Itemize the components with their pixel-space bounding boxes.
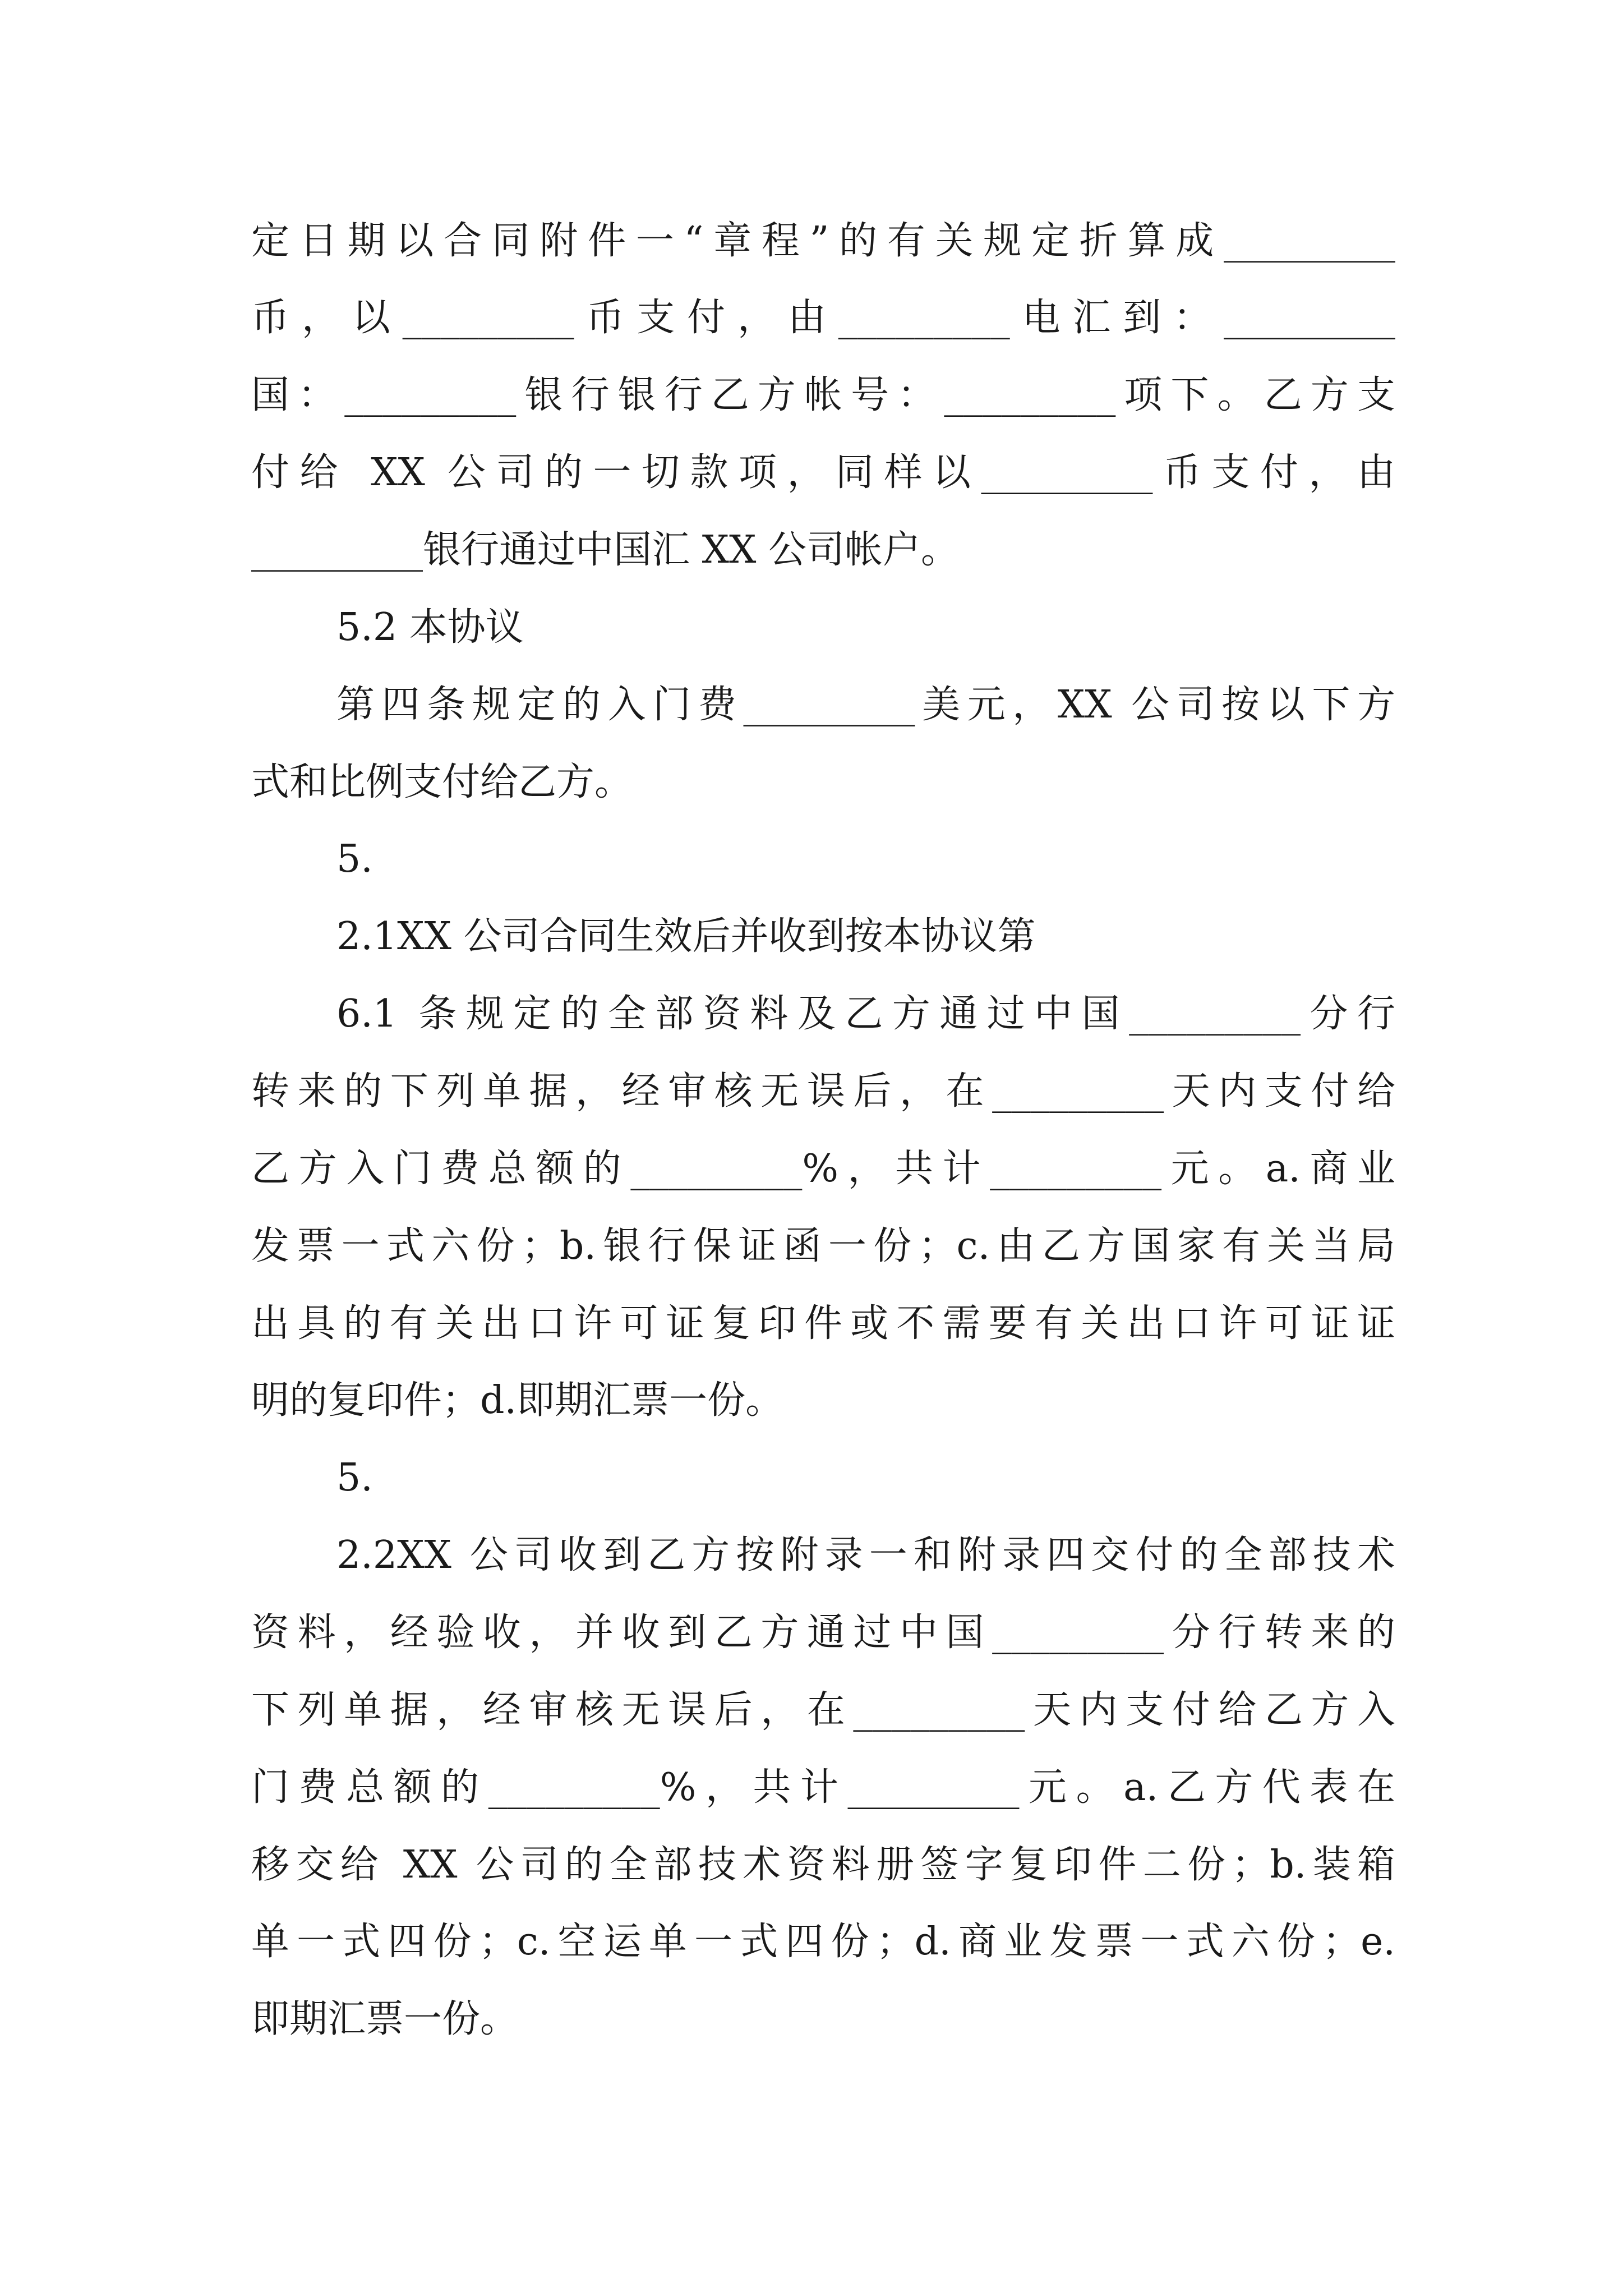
text-line: 6.1 条规定的全部资料及乙方通过中国_________分行 xyxy=(336,992,1395,1036)
text-line: 单一式四份；c.空运单一式四份；d.商业发票一式六份；e. xyxy=(251,1920,1395,1964)
text-line: 移交给 XX 公司的全部技术资料册签字复印件二份；b.装箱 xyxy=(251,1843,1395,1887)
text-line: 门费总额的_________%，共计_________元。a.乙方代表在 xyxy=(251,1765,1395,1810)
text-line: _________银行通过中国汇 XX 公司帐户。 xyxy=(251,528,960,572)
text-line: 式和比例支付给乙方。 xyxy=(251,760,633,804)
text-line: 出具的有关出口许可证复印件或不需要有关出口许可证证 xyxy=(251,1301,1395,1346)
text-line: 发票一式六份；b.银行保证函一份；c.由乙方国家有关当局 xyxy=(251,1224,1395,1268)
text-line: 即期汇票一份。 xyxy=(251,1997,519,2041)
text-line: 2.1XX 公司合同生效后并收到按本协议第 xyxy=(336,914,1036,959)
section-heading: 5.2 本协议 xyxy=(336,605,524,650)
text-line: 转来的下列单据，经审核无误后，在_________天内支付给 xyxy=(251,1069,1395,1114)
text-line: 定日期以合同附件一“章程”的有关规定折算成_________ xyxy=(251,219,1395,263)
text-line: 乙方入门费总额的_________%，共计_________元。a.商业 xyxy=(251,1147,1395,1191)
section-number: 5. xyxy=(336,1456,373,1500)
text-line: 明的复印件；d.即期汇票一份。 xyxy=(251,1378,784,1423)
section-number: 5. xyxy=(336,837,373,881)
text-line: 下列单据，经审核无误后，在_________天内支付给乙方入 xyxy=(251,1688,1395,1732)
text-line: 币，以_________币支付，由_________电汇到：_________ xyxy=(251,296,1395,340)
text-line: 国：_________银行银行乙方帐号：_________项下。乙方支 xyxy=(251,373,1395,417)
text-line: 第四条规定的入门费_________美元，XX 公司按以下方 xyxy=(336,683,1395,727)
text-line: 资料，经验收，并收到乙方通过中国_________分行转来的 xyxy=(251,1611,1395,1655)
text-line: 付给 XX 公司的一切款项，同样以_________币支付，由 xyxy=(251,450,1395,495)
text-line: 2.2XX 公司收到乙方按附录一和附录四交付的全部技术 xyxy=(336,1533,1395,1577)
